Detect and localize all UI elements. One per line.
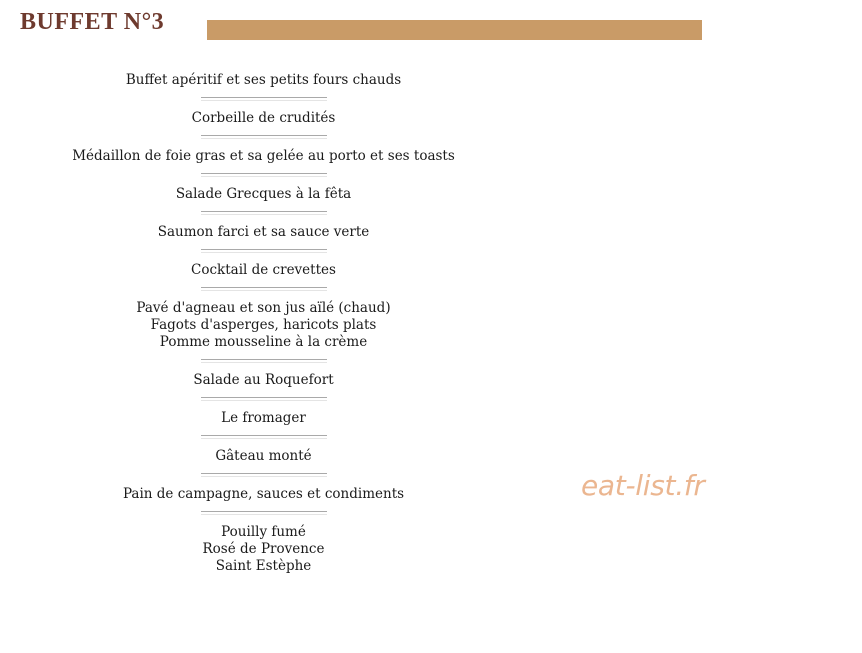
course-divider bbox=[201, 473, 327, 477]
menu-course bbox=[50, 262, 477, 279]
menu-item-text: Rosé de Provence bbox=[202, 541, 325, 557]
course-divider bbox=[201, 135, 327, 139]
menu-item-text: Cocktail de crevettes bbox=[191, 262, 336, 278]
menu-item-text: Salade Grecques à la fêta bbox=[175, 186, 352, 202]
menu-item-text: Fagots d'asperges, haricots plats bbox=[150, 317, 377, 333]
menu-item-text: Gâteau monté bbox=[215, 448, 312, 464]
menu-item-text: Médaillon de foie gras et sa gelée au porto et ses toasts bbox=[72, 148, 455, 164]
menu-course bbox=[50, 148, 477, 165]
course-divider bbox=[201, 397, 327, 401]
menu-item-text: Pouilly fumé bbox=[221, 524, 306, 540]
course-divider bbox=[201, 249, 327, 253]
menu-course bbox=[50, 224, 477, 241]
course-divider bbox=[201, 435, 327, 439]
course-divider bbox=[201, 359, 327, 363]
menu-course bbox=[50, 186, 477, 203]
menu-item-text: Corbeille de crudités bbox=[191, 110, 336, 126]
menu-course bbox=[50, 448, 477, 465]
menu-item-text: Salade au Roquefort bbox=[193, 372, 334, 388]
menu-course bbox=[50, 372, 477, 389]
menu-item-text: Buffet apéritif et ses petits fours chauds bbox=[125, 72, 402, 88]
course-divider bbox=[201, 173, 327, 177]
menu-item-text: Le fromager bbox=[221, 410, 306, 426]
course-divider bbox=[201, 511, 327, 515]
header-decorative-bar bbox=[207, 20, 702, 40]
menu-course bbox=[50, 72, 477, 89]
menu-item-text: Saint Estèphe bbox=[215, 558, 312, 574]
background-panel bbox=[475, 34, 862, 653]
menu-item-text: Pomme mousseline à la crème bbox=[159, 334, 368, 350]
menu-course bbox=[50, 110, 477, 127]
menu-course bbox=[50, 410, 477, 427]
page-title: BUFFET N°3 bbox=[20, 9, 165, 35]
menu-course bbox=[50, 524, 477, 575]
menu-item-text: Pavé d'agneau et son jus aïlé (chaud) bbox=[136, 300, 391, 316]
course-divider bbox=[201, 97, 327, 101]
course-divider bbox=[201, 211, 327, 215]
course-divider bbox=[201, 287, 327, 291]
buffet-menu bbox=[50, 72, 477, 575]
watermark: eat-list.fr bbox=[581, 469, 705, 502]
menu-item-text: Pain de campagne, sauces et condiments bbox=[122, 486, 405, 502]
menu-course bbox=[50, 300, 477, 351]
menu-course bbox=[50, 486, 477, 503]
menu-item-text: Saumon farci et sa sauce verte bbox=[157, 224, 370, 240]
